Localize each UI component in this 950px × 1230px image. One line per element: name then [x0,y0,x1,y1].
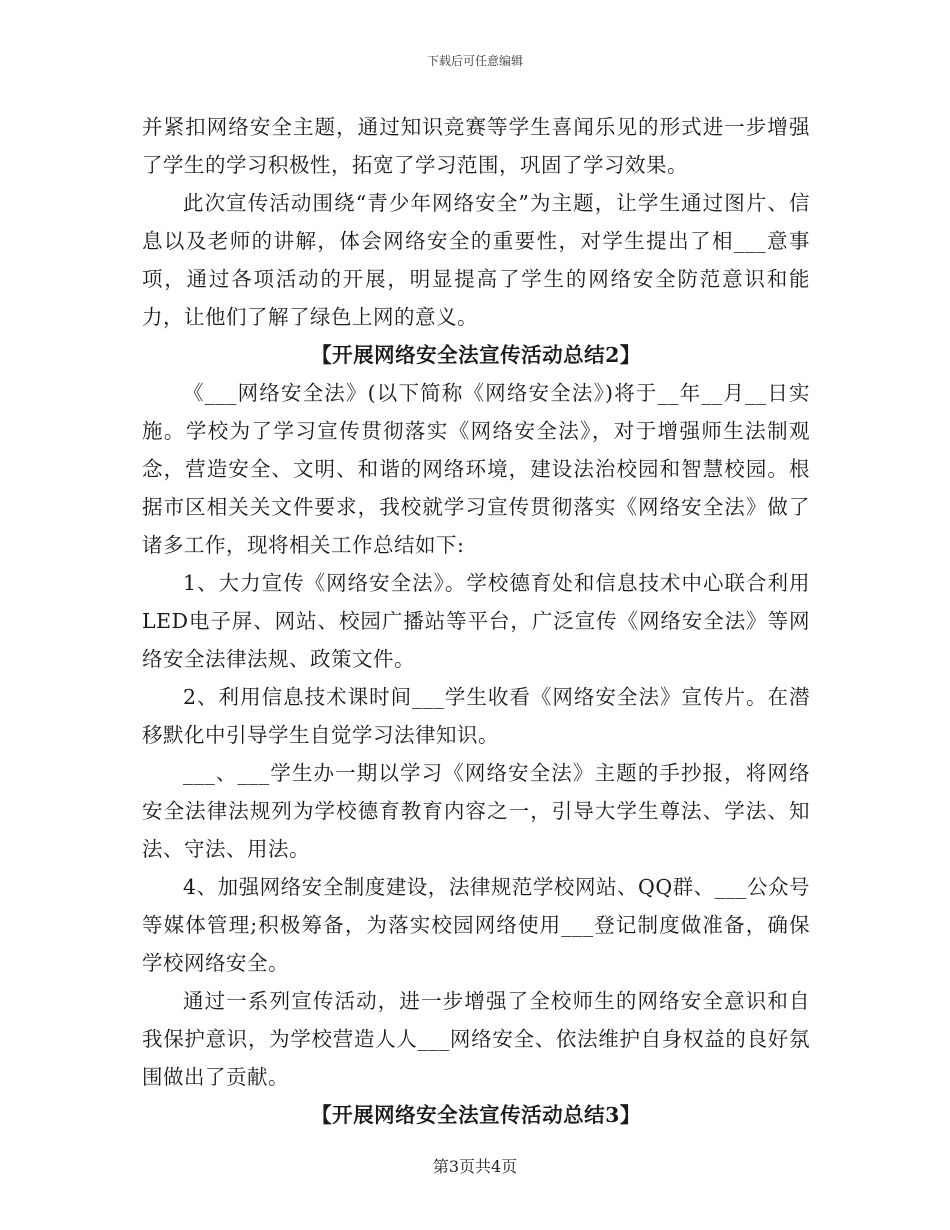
page-header: 下载后可任意编辑 [426,54,523,68]
paragraph-4: 1、大力宣传《网络安全法》。学校德育处和信息技术中心联合利用LED电子屏、网站、校园广播站等平台，广泛宣传《网络安全法》等网络安全法律法规、政策文件。 [142,571,810,671]
paragraph-2: 此次宣传活动围绕“青少年网络安全”为主题，让学生通过图片、信息以及老师的讲解，体会网络安全的重要性，对学生提出了相___意事项，通过各项活动的开展，明显提高了学生的网络安全防范意识和能力，让他们了解了绿色上网的意义。 [142,191,810,329]
section-heading-3: 【开展网络安全法宣传活动总结3】 [311,1103,641,1127]
paragraph-3: 《___网络安全法》(以下简称《网络安全法》)将于__年__月__日实施。学校为了学习宣传贯彻落实《网络安全法》，对于增强师生法制观念，营造安全、文明、和谐的网络环境，建设法治校园和智慧校园。根据市区相关关文件要求，我校就学习宣传贯彻落实《网络安全法》做了诸多工作，现将相关工作总结如下: [142,381,810,557]
paragraph-7: 4、加强网络安全制度建设，法律规范学校网站、QQ群、___公众号等媒体管理;积极筹备，为落实校园网络使用___登记制度做准备，确保学校网络安全。 [142,875,810,975]
document-body [142,108,810,1134]
section-heading-2: 【开展网络安全法宣传活动总结2】 [311,343,641,367]
page-footer: 第3页共4页 [432,1157,518,1176]
paragraph-6: ___、___学生办一期以学习《网络安全法》主题的手抄报，将网络安全法律法规列为学校德育教育内容之一，引导大学生尊法、学法、知法、守法、用法。 [142,761,810,861]
paragraph-1: 并紧扣网络安全主题，通过知识竞赛等学生喜闻乐见的形式进一步增强了学生的学习积极性，拓宽了学习范围，巩固了学习效果。 [142,115,810,177]
paragraph-8: 通过一系列宣传活动，进一步增强了全校师生的网络安全意识和自我保护意识，为学校营造人人___网络安全、依法维护自身权益的良好氛围做出了贡献。 [142,989,810,1089]
paragraph-5: 2、利用信息技术课时间___学生收看《网络安全法》宣传片。在潜移默化中引导学生自觉学习法律知识。 [142,685,810,747]
